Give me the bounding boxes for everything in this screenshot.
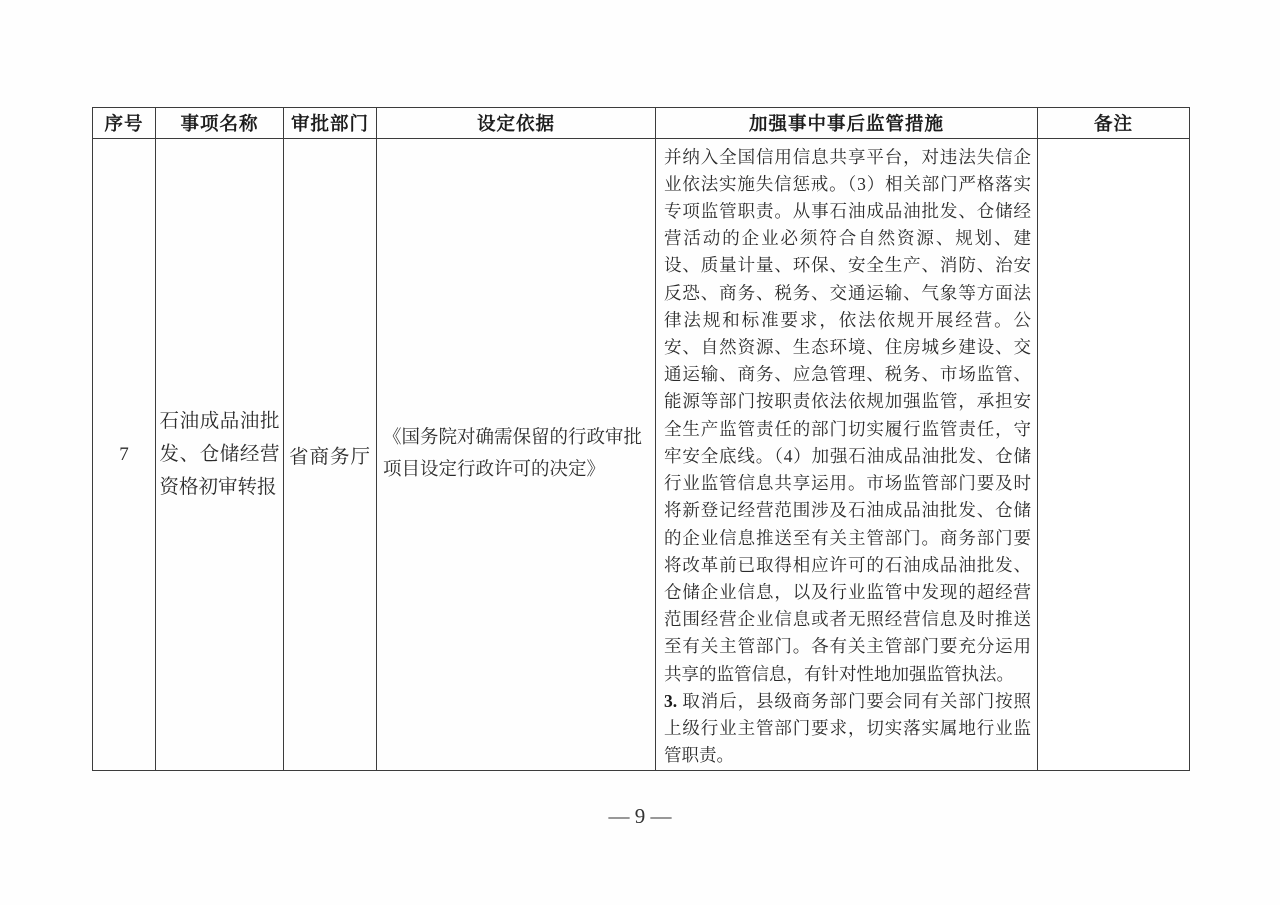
cell-basis [377, 139, 656, 771]
cell-index: 7 [93, 139, 156, 771]
header-department: 审批部门 [284, 108, 377, 139]
cell-remarks [1038, 139, 1190, 771]
header-basis: 设定依据 [377, 108, 656, 139]
page-number: — 9 — [608, 804, 672, 828]
header-measures: 加强事中事后监管措施 [656, 108, 1038, 139]
measures-paragraph-2-text: 取消后，县级商务部门要会同有关部门按照上级行业主管部门要求，切实落实属地行业监管职责。 [664, 690, 1031, 766]
cell-department: 省商务厅 [284, 139, 377, 771]
table-row [93, 139, 1190, 771]
measures-item-number: 3. [664, 690, 678, 711]
measures-paragraph-1: 并纳入全国信用信息共享平台，对违法失信企业依法实施失信惩戒。（3）相关部门严格落实专项监管职责。从事石油成品油批发、仓储经营活动的企业必须符合自然资源、规划、建设、质量计量、环保、安全生产、消防、治安反恐、商务、税务、交通运输、气象等方面法律法规和标准要求，依法依规开展经营。公安、自然资源、生态环境、住房城乡建设、交通运输、商务、应急管理、税务、市场监管、能源等部门按职责依法依规加强监管，承担安全生产监管责任的部门切实履行监管责任，守牢安全底线。（4）加强石油成品油批发、仓储行业监管信息共享运用。市场监管部门要及时将新登记经营范围涉及石油成品油批发、仓储的企业信息推送至有关主管部门。商务部门要将改革前已取得相应许可的石油成品油批发、仓储企业信息，以及行业监管中发现的超经营范围经营企业信息或者无照经营信息及时推送至有关主管部门。各有关主管部门要充分运用共享的监管信息，有针对性地加强监管执法。 [664, 146, 1031, 684]
cell-item-name [156, 139, 284, 771]
basis-text: 《国务院对确需保留的行政审批项目设定行政许可的决定》 [383, 428, 643, 480]
cell-measures [656, 139, 1038, 771]
header-index: 序号 [93, 108, 156, 139]
approval-items-table [92, 107, 1189, 771]
header-remarks: 备注 [1038, 108, 1190, 139]
item-name-text: 石油成品油批发、仓储经营资格初审转报 [159, 411, 280, 498]
measures-paragraph-2 [664, 688, 1031, 770]
header-item-name: 事项名称 [156, 108, 284, 139]
measures-text [664, 144, 1031, 770]
table-header-row [93, 108, 1190, 139]
